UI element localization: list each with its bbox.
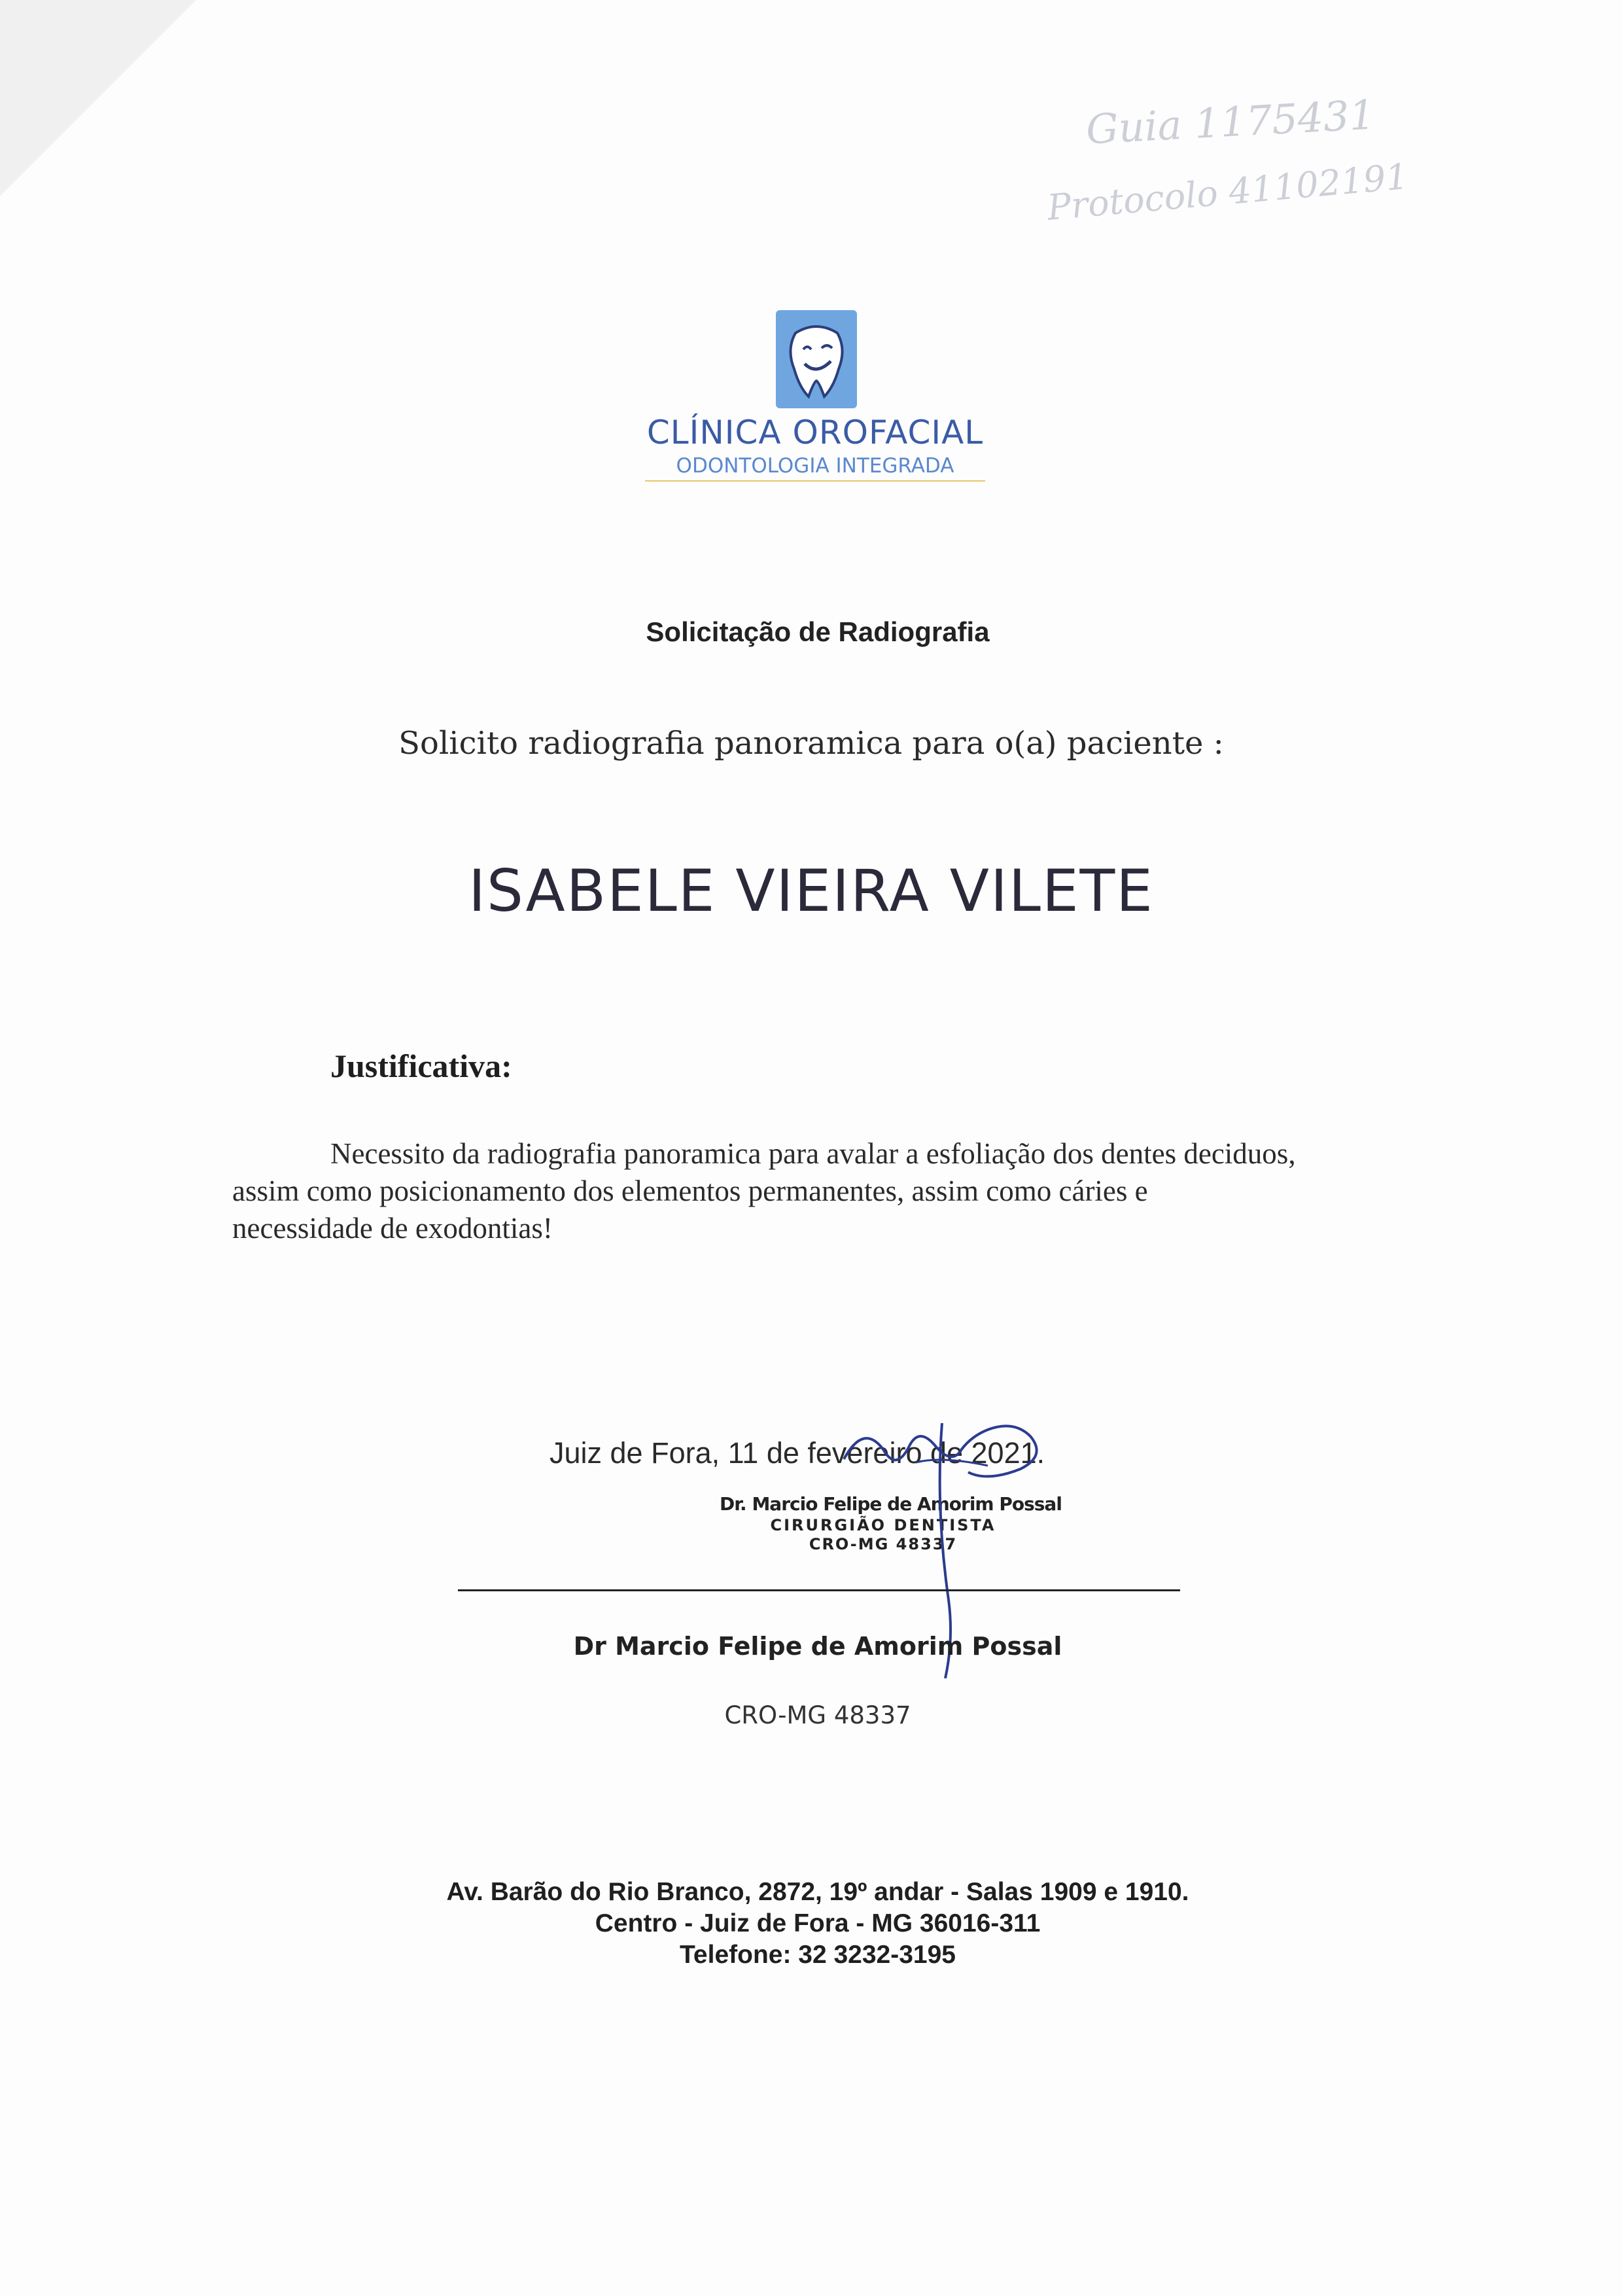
justification-text <box>232 1135 1410 1247</box>
document-title: Solicitação de Radiografia <box>646 616 990 647</box>
signature-line <box>458 1589 1180 1591</box>
footer-address <box>327 1877 1308 1971</box>
handwritten-note-protocol: Protocolo 41102191 <box>1045 156 1410 228</box>
footer-address-line-2: Centro - Juiz de Fora - MG 36016-311 <box>595 1909 1041 1937</box>
justification-line-3: necessidade de exodontias! <box>232 1212 553 1245</box>
handwritten-note-guide: Guia 1175431 <box>1085 90 1376 154</box>
footer-phone: Telefone: 32 3232-3195 <box>679 1941 956 1969</box>
justification-line-1: Necessito da radiografia panoramica para avalar a esfoliação dos dentes deciduos, <box>330 1137 1296 1170</box>
doctor-cro: CRO-MG 48337 <box>724 1701 911 1729</box>
justification-label: Justificativa: <box>330 1048 512 1084</box>
clinic-subtitle: ODONTOLOGIA INTEGRADA <box>645 454 985 482</box>
doctor-name: Dr Marcio Felipe de Amorim Possal <box>573 1632 1062 1661</box>
justification-line-2: assim como posicionamento dos elementos permanentes, assim como cáries e <box>232 1174 1148 1207</box>
clinic-logo-icon <box>776 310 857 408</box>
stamp-registration: CRO-MG 48337 <box>809 1535 958 1553</box>
date-line: Juiz de Fora, 11 de fevereiro de 2021. <box>550 1436 1045 1470</box>
patient-name: ISABELE VIEIRA VILETE <box>468 857 1154 925</box>
clinic-name: CLÍNICA OROFACIAL <box>646 414 984 451</box>
footer-address-line-1: Av. Barão do Rio Branco, 2872, 19º andar - Salas 1909 e 1910. <box>446 1878 1189 1906</box>
folded-corner <box>0 0 196 196</box>
request-line: Solicito radiografia panoramica para o(a) paciente : <box>398 725 1224 762</box>
stamp-role: CIRURGIÃO DENTISTA <box>770 1516 996 1534</box>
stamp-name: Dr. Marcio Felipe de Amorim Possal <box>720 1493 1062 1515</box>
